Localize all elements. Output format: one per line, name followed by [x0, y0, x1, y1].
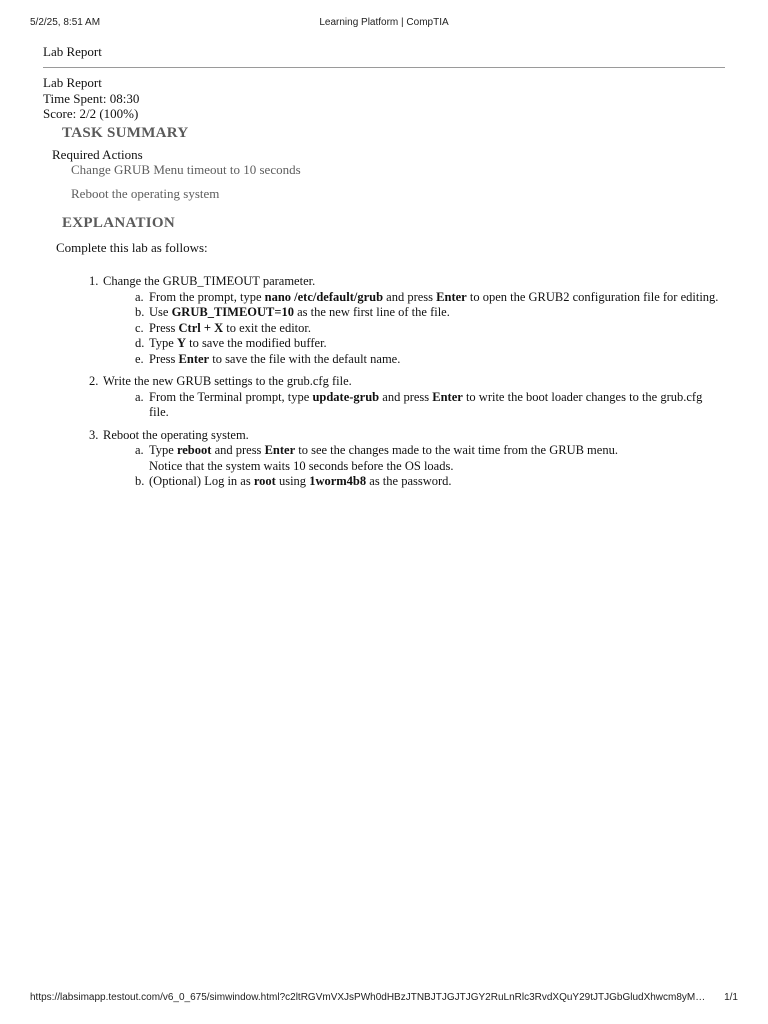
substep-keyword: GRUB_TIMEOUT=10 [171, 305, 294, 319]
substep-keyword: nano /etc/default/grub [264, 289, 384, 304]
substep-letter: a. [135, 289, 144, 304]
substep-keyword: Y [176, 336, 186, 350]
substep-text: Type [149, 336, 177, 350]
substep-keyword: Enter [264, 443, 296, 457]
step-number: 2. [89, 374, 99, 388]
required-actions-label: Required Actions [52, 147, 143, 162]
steps-list [89, 274, 719, 497]
substep-text: From the Terminal prompt, type [149, 389, 313, 404]
substep-text: and press [379, 389, 433, 404]
substep-item [89, 390, 719, 421]
substeps-list [89, 390, 719, 421]
substep-item [89, 352, 719, 368]
substep-text: to see the changes made to the wait time from the GRUB menu. [295, 443, 618, 457]
step-number: 3. [89, 427, 99, 442]
substep-letter: b. [135, 474, 145, 488]
print-url: https://labsimapp.testout.com/v6_0_675/simwindow.html?c2ltRGVmVXJsPWh0dHBzJTNBJTJGJTJGY2RuLnRlc3RvdXQuY29tJTJGbGludXhwcm8yM… [30, 992, 706, 1003]
substep-item [89, 474, 719, 490]
substep-keyword: root [253, 474, 276, 488]
explanation-title: EXPLANATION [62, 215, 176, 231]
print-footer [0, 992, 768, 1008]
score: Score: 2/2 (100%) [43, 106, 139, 121]
step-text: Write the new GRUB settings to the grub.cfg file. [103, 374, 352, 388]
step-item [89, 274, 719, 367]
substep-letter: a. [135, 443, 144, 457]
print-header [0, 17, 768, 33]
substep-text: Press [149, 320, 179, 335]
substep-keyword: reboot [176, 443, 212, 457]
substep-keyword: 1worm4b8 [309, 474, 367, 488]
substep-letter: d. [135, 336, 145, 350]
print-page-title: Learning Platform | CompTIA [319, 17, 449, 28]
task-summary-title: TASK SUMMARY [62, 125, 189, 141]
required-action-item: Reboot the operating system [71, 186, 220, 201]
substeps-list [89, 443, 719, 490]
substep-letter: c. [135, 320, 144, 335]
substep-text: to write the boot loader changes to the grub.cfg file. [149, 389, 703, 419]
report-meta [43, 75, 139, 122]
substep-note: Notice that the system waits 10 seconds before the OS loads. [149, 458, 454, 473]
substep-text: and press [211, 443, 265, 457]
substep-item [89, 321, 719, 337]
substep-text: Type [149, 443, 177, 457]
substep-text: to save the file with the default name. [209, 351, 401, 366]
step-text: Change the GRUB_TIMEOUT parameter. [103, 274, 316, 288]
substep-text: using [275, 474, 310, 488]
substep-letter: e. [135, 351, 144, 366]
report-title: Lab Report [43, 75, 102, 90]
substep-letter: b. [135, 305, 145, 319]
step-text: Reboot the operating system. [103, 427, 249, 442]
step-item [89, 374, 719, 421]
substep-item [89, 443, 719, 474]
step-item [89, 428, 719, 490]
substep-letter: a. [135, 389, 144, 404]
substep-keyword: Enter [178, 351, 210, 366]
substep-keyword: Enter [432, 389, 463, 404]
substep-text: Use [149, 305, 172, 319]
substep-text: (Optional) Log in as [149, 474, 254, 488]
substep-text: to save the modified buffer. [185, 336, 327, 350]
substep-text: as the password. [366, 474, 452, 488]
print-date: 5/2/25, 8:51 AM [30, 17, 101, 28]
substep-item [89, 336, 719, 352]
substep-text: to open the GRUB2 configuration file for editing. [466, 289, 719, 304]
time-spent: Time Spent: 08:30 [43, 90, 140, 106]
substeps-list [89, 290, 719, 368]
substep-keyword: Enter [436, 289, 467, 304]
step-number: 1. [89, 274, 99, 288]
required-action-item: Change GRUB Menu timeout to 10 seconds [71, 162, 301, 177]
substep-item [89, 290, 719, 306]
substep-text: and press [383, 289, 437, 304]
substep-item [89, 305, 719, 321]
page-count: 1/1 [724, 992, 738, 1003]
substep-text: Press [149, 351, 179, 366]
heading-divider [43, 67, 725, 68]
page-heading: Lab Report [43, 44, 102, 59]
substep-text: as the new first line of the file. [294, 305, 450, 319]
substep-text: to exit the editor. [223, 320, 311, 335]
substep-text: From the prompt, type [149, 289, 265, 304]
explanation-intro: Complete this lab as follows: [56, 240, 208, 255]
substep-keyword: update-grub [312, 389, 380, 404]
substep-keyword: Ctrl + X [178, 320, 224, 335]
